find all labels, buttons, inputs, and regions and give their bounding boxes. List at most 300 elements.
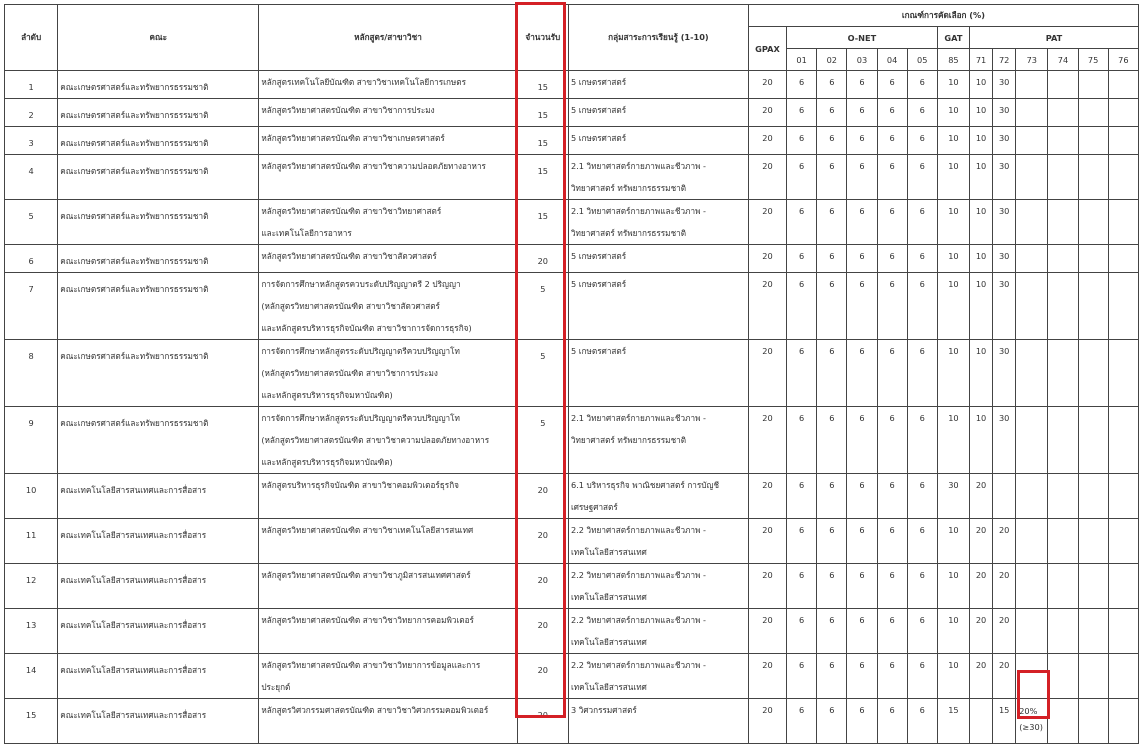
score-cell: 10	[937, 155, 969, 200]
program-cell: หลักสูตรวิทยาศาสตรบัณฑิต สาขาวิชาวิทยาการคอมพิวเตอร์	[259, 609, 517, 654]
program-cell: หลักสูตรวิทยาศาสตรบัณฑิต สาขาวิชาสัตวศาสตร์	[259, 245, 517, 273]
score-cell: 20	[748, 699, 786, 744]
score-cell	[1016, 127, 1048, 155]
seats-cell: 20	[517, 609, 568, 654]
header-pat-72: 72	[993, 49, 1016, 71]
table-row	[5, 155, 1139, 200]
faculty-cell: คณะเทคโนโลยีสารสนเทศและการสื่อสาร	[58, 519, 259, 564]
score-cell: 20	[748, 99, 786, 127]
score-cell: 6	[817, 564, 847, 609]
score-cell	[1078, 654, 1108, 699]
score-cell: 6	[817, 699, 847, 744]
score-cell	[1108, 519, 1138, 564]
score-cell: 6	[877, 654, 907, 699]
score-cell	[1078, 340, 1108, 407]
score-cell	[1078, 245, 1108, 273]
seats-cell: 15	[517, 127, 568, 155]
faculty-cell: คณะเกษตรศาสตร์และทรัพยากรธรรมชาติ	[58, 273, 259, 340]
row-number: 10	[5, 474, 58, 519]
row-number: 7	[5, 273, 58, 340]
faculty-cell: คณะเกษตรศาสตร์และทรัพยากรธรรมชาติ	[58, 340, 259, 407]
faculty-cell: คณะเทคโนโลยีสารสนเทศและการสื่อสาร	[58, 609, 259, 654]
score-cell: 20	[993, 609, 1016, 654]
score-cell: 6	[847, 245, 877, 273]
score-cell: 20	[748, 200, 786, 245]
score-cell: 6	[817, 273, 847, 340]
score-cell: 10	[937, 340, 969, 407]
table-row	[5, 99, 1139, 127]
score-cell	[970, 699, 993, 744]
score-cell: 10	[937, 519, 969, 564]
group-cell: 2.1 วิทยาศาสตร์กายภาพและชีวภาพ - วิทยาศาสตร์ ทรัพยากรธรรมชาติ	[568, 155, 748, 200]
score-cell: 6	[877, 564, 907, 609]
table-row	[5, 699, 1139, 744]
row-number: 5	[5, 200, 58, 245]
score-cell	[1016, 245, 1048, 273]
header-pat-73: 73	[1016, 49, 1048, 71]
table-row	[5, 245, 1139, 273]
seats-cell: 20	[517, 474, 568, 519]
score-cell	[1078, 71, 1108, 99]
header-onet-02: 02	[817, 49, 847, 71]
seats-cell: 15	[517, 71, 568, 99]
score-cell: 6	[817, 474, 847, 519]
score-cell: 6	[787, 245, 817, 273]
score-cell	[993, 474, 1016, 519]
score-cell	[1016, 654, 1048, 699]
score-cell: 20	[748, 71, 786, 99]
score-cell: 6	[877, 407, 907, 474]
score-cell: 6	[907, 340, 937, 407]
score-cell	[1108, 609, 1138, 654]
score-cell: 6	[847, 71, 877, 99]
score-cell	[1048, 200, 1078, 245]
score-cell: 6	[877, 340, 907, 407]
program-cell: หลักสูตรบริหารธุรกิจบัณฑิต สาขาวิชาคอมพิวเตอร์ธุรกิจ	[259, 474, 517, 519]
score-cell: 6	[787, 699, 817, 744]
score-cell: 20	[748, 340, 786, 407]
score-cell: 6	[907, 609, 937, 654]
program-cell: การจัดการศึกษาหลักสูตรควบระดับปริญญาตรี 2 ปริญญา (หลักสูตรวิทยาศาสตรบัณฑิต สาขาวิชาสัตวศาสตร์ และหลักสูตรบริหารธุรกิจบัณฑิต สาขาวิชาการจัดการธุรกิจ)	[259, 273, 517, 340]
score-cell: 6	[877, 245, 907, 273]
score-cell: 6	[907, 99, 937, 127]
score-cell: 30	[993, 340, 1016, 407]
score-cell	[1078, 609, 1108, 654]
seats-cell: 5	[517, 273, 568, 340]
score-cell: 6	[877, 519, 907, 564]
program-cell: หลักสูตรวิศวกรรมศาสตรบัณฑิต สาขาวิชาวิศวกรรมคอมพิวเตอร์	[259, 699, 517, 744]
score-cell: 6	[877, 273, 907, 340]
score-cell: 30	[993, 71, 1016, 99]
score-cell: 6	[907, 699, 937, 744]
score-cell: 30	[937, 474, 969, 519]
score-cell: 6	[847, 273, 877, 340]
table-row	[5, 654, 1139, 699]
row-number: 12	[5, 564, 58, 609]
admission-table	[4, 4, 1139, 744]
score-cell: 6	[787, 127, 817, 155]
score-cell: 6	[907, 407, 937, 474]
program-cell: การจัดการศึกษาหลักสูตรระดับปริญญาตรีควบปริญญาโท (หลักสูตรวิทยาศาสตรบัณฑิต สาขาวิชาความปลอดภัยทางอาหาร และหลักสูตรบริหารธุรกิจมหาบัณฑิต)	[259, 407, 517, 474]
table-row	[5, 273, 1139, 340]
score-cell: 30	[993, 127, 1016, 155]
score-cell: 10	[937, 407, 969, 474]
header-onet-03: 03	[847, 49, 877, 71]
program-cell: หลักสูตรวิทยาศาสตรบัณฑิต สาขาวิชาความปลอดภัยทางอาหาร	[259, 155, 517, 200]
score-cell: 30	[993, 245, 1016, 273]
group-cell: 5 เกษตรศาสตร์	[568, 340, 748, 407]
score-cell: 6	[817, 407, 847, 474]
faculty-cell: คณะเกษตรศาสตร์และทรัพยากรธรรมชาติ	[58, 127, 259, 155]
row-number: 13	[5, 609, 58, 654]
header-faculty: คณะ	[58, 5, 259, 71]
header-pat-71: 71	[970, 49, 993, 71]
score-cell: 6	[847, 519, 877, 564]
program-cell: หลักสูตรวิทยาศาสตรบัณฑิต สาขาวิชาภูมิสารสนเทศศาสตร์	[259, 564, 517, 609]
score-cell	[1048, 155, 1078, 200]
score-cell: 10	[937, 273, 969, 340]
score-cell: 6	[877, 474, 907, 519]
score-cell: 6	[847, 474, 877, 519]
score-cell	[1048, 474, 1078, 519]
score-cell	[1016, 519, 1048, 564]
score-cell	[1078, 273, 1108, 340]
group-cell: 2.2 วิทยาศาสตร์กายภาพและชีวภาพ - เทคโนโลยีสารสนเทศ	[568, 609, 748, 654]
score-cell: 20% (≥30)	[1016, 699, 1048, 744]
score-cell: 6	[907, 519, 937, 564]
score-cell	[1048, 519, 1078, 564]
seats-cell: 15	[517, 200, 568, 245]
score-cell: 6	[787, 273, 817, 340]
score-cell	[1108, 200, 1138, 245]
score-cell: 10	[937, 200, 969, 245]
table-row	[5, 200, 1139, 245]
score-cell: 6	[787, 474, 817, 519]
score-cell: 20	[993, 564, 1016, 609]
score-cell	[1048, 407, 1078, 474]
group-cell: 2.2 วิทยาศาสตร์กายภาพและชีวภาพ - เทคโนโลยีสารสนเทศ	[568, 564, 748, 609]
score-cell	[1016, 200, 1048, 245]
seats-cell: 20	[517, 699, 568, 744]
faculty-cell: คณะเกษตรศาสตร์และทรัพยากรธรรมชาติ	[58, 99, 259, 127]
table-row	[5, 564, 1139, 609]
score-cell: 6	[787, 609, 817, 654]
seats-cell: 20	[517, 245, 568, 273]
score-cell	[1108, 99, 1138, 127]
row-number: 4	[5, 155, 58, 200]
score-cell: 20	[748, 127, 786, 155]
group-cell: 2.2 วิทยาศาสตร์กายภาพและชีวภาพ - เทคโนโลยีสารสนเทศ	[568, 519, 748, 564]
row-number: 14	[5, 654, 58, 699]
score-cell: 6	[877, 155, 907, 200]
score-cell	[1108, 699, 1138, 744]
score-cell: 30	[993, 200, 1016, 245]
score-cell	[1016, 407, 1048, 474]
score-cell	[1078, 127, 1108, 155]
row-number: 2	[5, 99, 58, 127]
header-seats: จำนวนรับ	[517, 5, 568, 71]
score-cell: 6	[847, 127, 877, 155]
score-cell: 20	[748, 609, 786, 654]
score-cell	[1016, 564, 1048, 609]
group-cell: 2.1 วิทยาศาสตร์กายภาพและชีวภาพ - วิทยาศาสตร์ ทรัพยากรธรรมชาติ	[568, 407, 748, 474]
faculty-cell: คณะเกษตรศาสตร์และทรัพยากรธรรมชาติ	[58, 407, 259, 474]
table-row	[5, 127, 1139, 155]
score-cell	[1048, 699, 1078, 744]
row-number: 6	[5, 245, 58, 273]
score-cell: 30	[993, 99, 1016, 127]
score-cell: 6	[817, 200, 847, 245]
header-gat-85: 85	[937, 49, 969, 71]
score-cell: 6	[907, 474, 937, 519]
seats-cell: 5	[517, 340, 568, 407]
program-cell: หลักสูตรเทคโนโลยีบัณฑิต สาขาวิชาเทคโนโลยีการเกษตร	[259, 71, 517, 99]
score-cell: 10	[970, 273, 993, 340]
score-cell: 6	[847, 340, 877, 407]
score-cell: 6	[787, 99, 817, 127]
score-cell: 6	[817, 519, 847, 564]
score-cell: 30	[993, 273, 1016, 340]
score-cell: 10	[970, 155, 993, 200]
score-cell: 6	[877, 127, 907, 155]
score-cell: 10	[937, 71, 969, 99]
score-cell: 6	[847, 564, 877, 609]
seats-cell: 20	[517, 519, 568, 564]
table-row	[5, 340, 1139, 407]
score-cell: 6	[877, 200, 907, 245]
group-cell: 5 เกษตรศาสตร์	[568, 127, 748, 155]
score-cell: 6	[787, 654, 817, 699]
score-cell: 20	[748, 564, 786, 609]
header-onet-04: 04	[877, 49, 907, 71]
score-cell: 6	[817, 155, 847, 200]
score-cell	[1048, 340, 1078, 407]
table-row	[5, 407, 1139, 474]
row-number: 15	[5, 699, 58, 744]
score-cell: 6	[847, 407, 877, 474]
seats-cell: 5	[517, 407, 568, 474]
score-cell	[1108, 155, 1138, 200]
score-cell: 20	[748, 519, 786, 564]
score-cell	[1078, 519, 1108, 564]
score-cell: 15	[937, 699, 969, 744]
score-cell: 6	[847, 699, 877, 744]
header-onet: O-NET	[787, 27, 938, 49]
program-cell: หลักสูตรวิทยาศาสตรบัณฑิต สาขาวิชาวิทยาศาสตร์ และเทคโนโลยีการอาหาร	[259, 200, 517, 245]
score-cell	[1108, 127, 1138, 155]
score-cell: 20	[748, 155, 786, 200]
score-cell: 6	[907, 273, 937, 340]
score-cell: 6	[847, 155, 877, 200]
faculty-cell: คณะเทคโนโลยีสารสนเทศและการสื่อสาร	[58, 654, 259, 699]
score-cell: 10	[937, 564, 969, 609]
score-cell: 6	[907, 155, 937, 200]
score-cell	[1016, 609, 1048, 654]
header-criteria: เกณฑ์การคัดเลือก (%)	[748, 5, 1138, 27]
score-cell: 15	[993, 699, 1016, 744]
score-cell: 20	[970, 564, 993, 609]
score-cell: 10	[970, 407, 993, 474]
score-cell: 10	[937, 127, 969, 155]
score-cell: 6	[907, 654, 937, 699]
score-cell	[1108, 407, 1138, 474]
header-group: กลุ่มสาระการเรียนรู้ (1-10)	[568, 5, 748, 71]
score-cell: 10	[970, 127, 993, 155]
score-cell	[1016, 155, 1048, 200]
score-cell	[1108, 273, 1138, 340]
score-cell	[1016, 273, 1048, 340]
score-cell: 6	[817, 99, 847, 127]
score-cell: 20	[748, 407, 786, 474]
group-cell: 2.1 วิทยาศาสตร์กายภาพและชีวภาพ - วิทยาศาสตร์ ทรัพยากรธรรมชาติ	[568, 200, 748, 245]
score-cell	[1048, 99, 1078, 127]
score-cell: 6	[787, 407, 817, 474]
score-cell: 20	[748, 474, 786, 519]
row-number: 9	[5, 407, 58, 474]
score-cell: 20	[993, 654, 1016, 699]
score-cell: 6	[847, 654, 877, 699]
score-cell: 6	[787, 519, 817, 564]
program-cell: หลักสูตรวิทยาศาสตรบัณฑิต สาขาวิชาการประมง	[259, 99, 517, 127]
score-cell: 6	[817, 609, 847, 654]
score-cell	[1108, 654, 1138, 699]
score-cell: 10	[937, 99, 969, 127]
table-row	[5, 519, 1139, 564]
faculty-cell: คณะเกษตรศาสตร์และทรัพยากรธรรมชาติ	[58, 71, 259, 99]
score-cell: 10	[937, 654, 969, 699]
header-pat: PAT	[970, 27, 1139, 49]
faculty-cell: คณะเกษตรศาสตร์และทรัพยากรธรรมชาติ	[58, 200, 259, 245]
score-cell: 6	[877, 71, 907, 99]
program-cell: หลักสูตรวิทยาศาสตรบัณฑิต สาขาวิชาเกษตรศาสตร์	[259, 127, 517, 155]
score-cell: 10	[937, 245, 969, 273]
score-cell: 20	[970, 474, 993, 519]
score-cell	[1048, 71, 1078, 99]
faculty-cell: คณะเทคโนโลยีสารสนเทศและการสื่อสาร	[58, 699, 259, 744]
group-cell: 5 เกษตรศาสตร์	[568, 71, 748, 99]
score-cell: 6	[847, 609, 877, 654]
group-cell: 5 เกษตรศาสตร์	[568, 273, 748, 340]
score-cell: 6	[787, 564, 817, 609]
faculty-cell: คณะเกษตรศาสตร์และทรัพยากรธรรมชาติ	[58, 245, 259, 273]
faculty-cell: คณะเกษตรศาสตร์และทรัพยากรธรรมชาติ	[58, 155, 259, 200]
score-cell: 6	[847, 200, 877, 245]
score-cell: 10	[970, 99, 993, 127]
score-cell	[1078, 407, 1108, 474]
score-cell: 20	[993, 519, 1016, 564]
score-cell	[1048, 654, 1078, 699]
score-cell: 6	[907, 127, 937, 155]
score-cell: 10	[970, 245, 993, 273]
score-cell	[1078, 200, 1108, 245]
score-cell: 10	[970, 200, 993, 245]
score-cell: 30	[993, 407, 1016, 474]
score-cell	[1078, 564, 1108, 609]
score-cell: 6	[787, 71, 817, 99]
header-pat-76: 76	[1108, 49, 1138, 71]
score-cell	[1048, 273, 1078, 340]
score-cell	[1108, 245, 1138, 273]
score-cell: 6	[817, 127, 847, 155]
score-cell	[1016, 340, 1048, 407]
score-cell	[1016, 71, 1048, 99]
score-cell	[1048, 609, 1078, 654]
score-cell	[1108, 340, 1138, 407]
score-cell: 6	[817, 245, 847, 273]
score-cell: 6	[907, 200, 937, 245]
score-cell: 30	[993, 155, 1016, 200]
score-cell: 20	[970, 609, 993, 654]
header-onet-01: 01	[787, 49, 817, 71]
score-cell: 20	[748, 245, 786, 273]
header-program: หลักสูตร/สาขาวิชา	[259, 5, 517, 71]
score-cell: 6	[877, 609, 907, 654]
score-cell	[1078, 99, 1108, 127]
score-cell: 6	[787, 155, 817, 200]
score-cell: 10	[970, 71, 993, 99]
header-gpax: GPAX	[748, 27, 786, 71]
score-cell	[1078, 699, 1108, 744]
score-cell	[1048, 127, 1078, 155]
score-cell: 6	[817, 654, 847, 699]
score-cell: 20	[748, 654, 786, 699]
score-cell	[1078, 155, 1108, 200]
score-cell	[1016, 99, 1048, 127]
score-cell: 6	[787, 340, 817, 407]
score-cell	[1108, 564, 1138, 609]
score-cell: 10	[970, 340, 993, 407]
score-cell	[1078, 474, 1108, 519]
row-number: 1	[5, 71, 58, 99]
group-cell: 6.1 บริหารธุรกิจ พาณิชยศาสตร์ การบัญชี เศรษฐศาสตร์	[568, 474, 748, 519]
group-cell: 5 เกษตรศาสตร์	[568, 245, 748, 273]
score-cell	[1108, 474, 1138, 519]
score-cell: 6	[817, 71, 847, 99]
program-cell: หลักสูตรวิทยาศาสตรบัณฑิต สาขาวิชาวิทยาการข้อมูลและการ ประยุกต์	[259, 654, 517, 699]
seats-cell: 15	[517, 155, 568, 200]
header-onet-05: 05	[907, 49, 937, 71]
score-cell: 6	[847, 99, 877, 127]
row-number: 8	[5, 340, 58, 407]
score-cell: 6	[787, 200, 817, 245]
score-cell	[1108, 71, 1138, 99]
score-cell	[1048, 245, 1078, 273]
score-cell: 6	[907, 71, 937, 99]
score-cell: 10	[937, 609, 969, 654]
row-number: 11	[5, 519, 58, 564]
score-cell: 6	[877, 699, 907, 744]
score-cell: 6	[817, 340, 847, 407]
group-cell: 3 วิศวกรรมศาสตร์	[568, 699, 748, 744]
score-cell	[1016, 474, 1048, 519]
group-cell: 2.2 วิทยาศาสตร์กายภาพและชีวภาพ - เทคโนโลยีสารสนเทศ	[568, 654, 748, 699]
header-no: ลำดับ	[5, 5, 58, 71]
seats-cell: 20	[517, 654, 568, 699]
program-cell: การจัดการศึกษาหลักสูตรระดับปริญญาตรีควบปริญญาโท (หลักสูตรวิทยาศาสตรบัณฑิต สาขาวิชาการประมง และหลักสูตรบริหารธุรกิจมหาบัณฑิต)	[259, 340, 517, 407]
row-number: 3	[5, 127, 58, 155]
table-row	[5, 474, 1139, 519]
score-cell: 6	[907, 564, 937, 609]
faculty-cell: คณะเทคโนโลยีสารสนเทศและการสื่อสาร	[58, 474, 259, 519]
seats-cell: 20	[517, 564, 568, 609]
header-pat-74: 74	[1048, 49, 1078, 71]
seats-cell: 15	[517, 99, 568, 127]
table-row	[5, 609, 1139, 654]
faculty-cell: คณะเทคโนโลยีสารสนเทศและการสื่อสาร	[58, 564, 259, 609]
score-cell: 6	[907, 245, 937, 273]
score-cell: 20	[748, 273, 786, 340]
score-cell	[1048, 564, 1078, 609]
